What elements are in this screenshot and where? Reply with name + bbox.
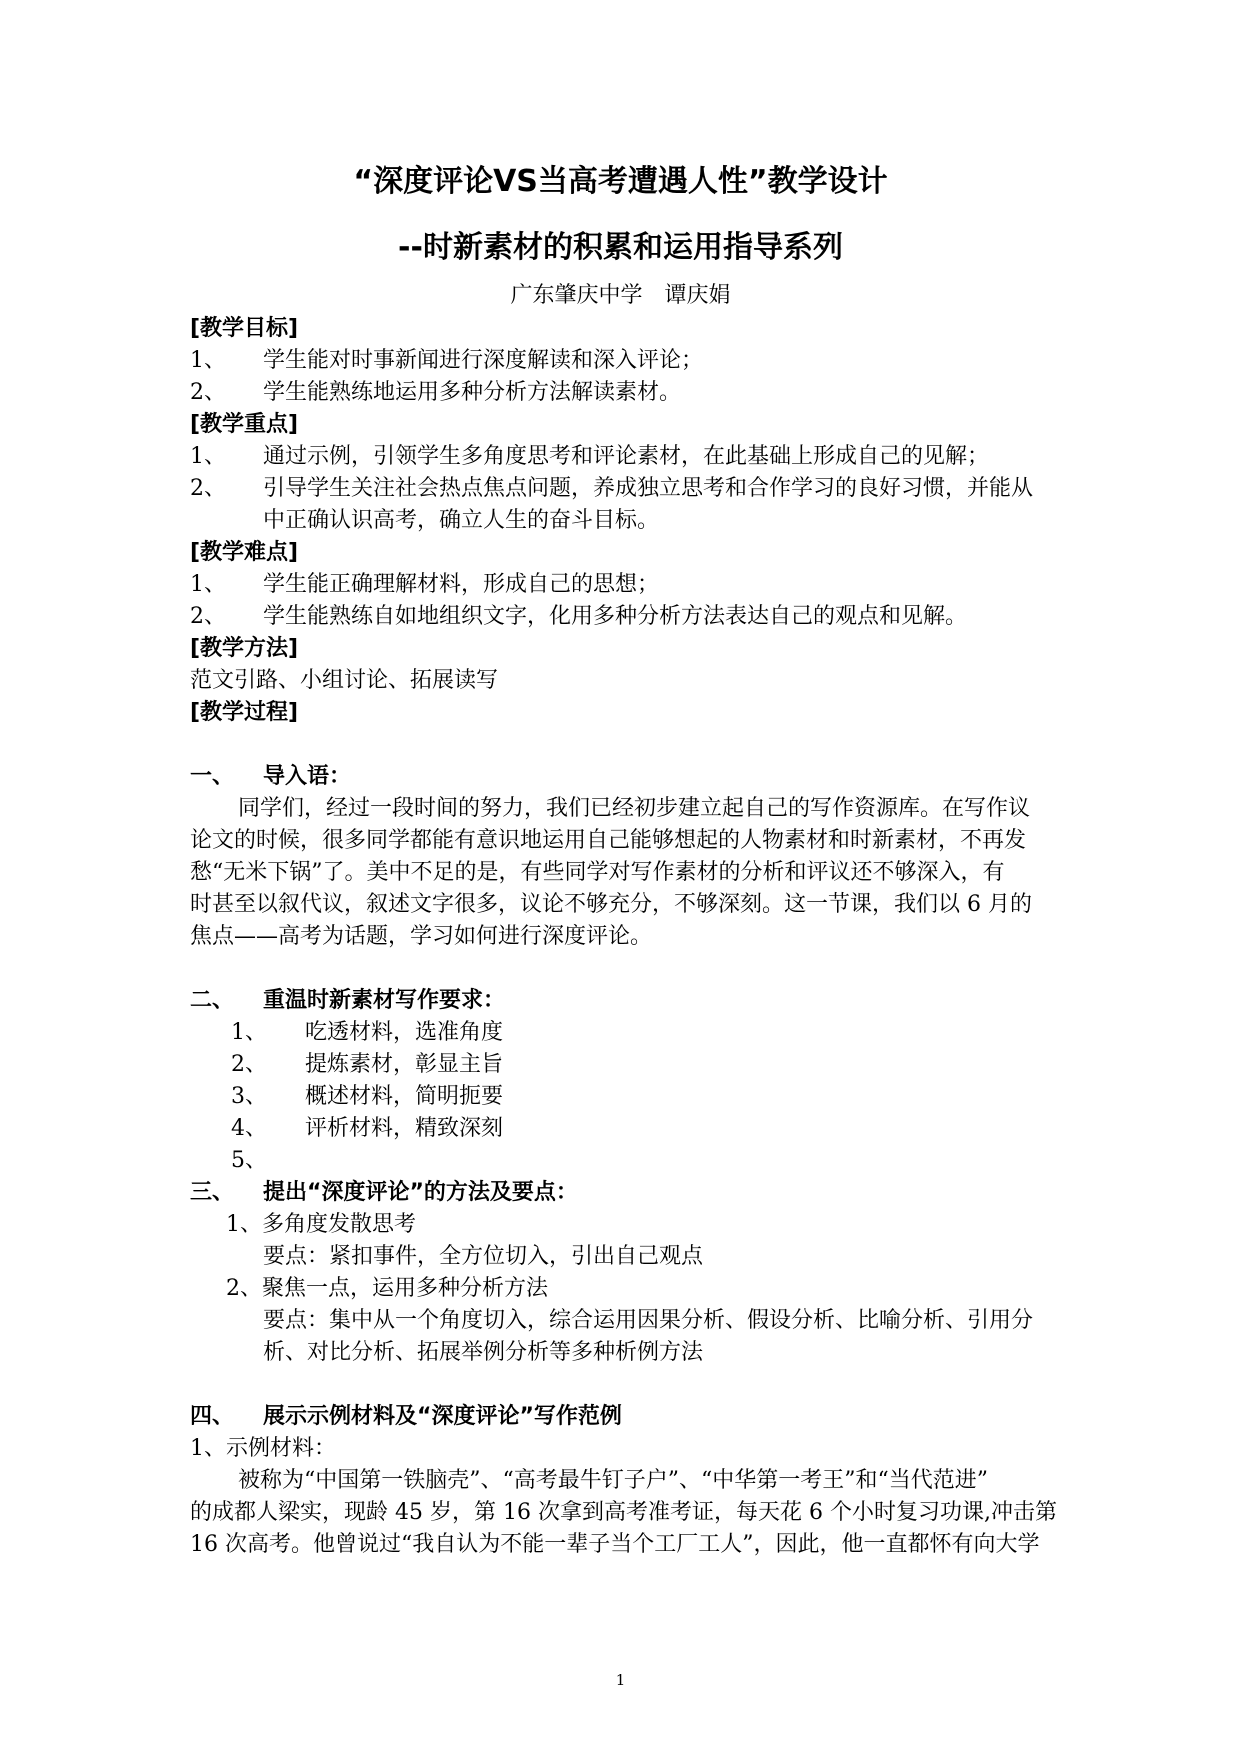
section1-num: 一、 bbox=[190, 764, 235, 789]
section4-num: 四、 bbox=[190, 1404, 235, 1429]
section1-para-line-2: 论文的时候，很多同学都能有意识地运用自己能够想起的人物素材和时新素材，不再发 bbox=[190, 828, 1027, 853]
difficulty-1: 学生能正确理解材料，形成自己的思想； bbox=[263, 572, 660, 597]
section1-para-line-3: 愁“无米下锅”了。美中不足的是，有些同学对写作素材的分析和评议还不够深入，有 bbox=[190, 860, 1005, 885]
key-point-1: 通过示例，引领学生多角度思考和评论素材，在此基础上形成自己的见解； bbox=[263, 444, 990, 469]
goal-item-2: 学生能熟练地运用多种分析方法解读素材。 bbox=[263, 380, 682, 405]
section3-item-2-point-line-1: 要点：集中从一个角度切入，综合运用因果分析、假设分析、比喻分析、引用分 bbox=[263, 1308, 1034, 1333]
section2-item-4-num: 4、 bbox=[231, 1116, 267, 1141]
section1-para-line-1: 同学们，经过一段时间的努力，我们已经初步建立起自己的写作资源库。在写作议 bbox=[238, 796, 1031, 821]
section2-item-4: 评析材料，精致深刻 bbox=[305, 1116, 504, 1141]
methods-text: 范文引路、小组讨论、拓展读写 bbox=[190, 668, 499, 693]
section2-heading: 重温时新素材写作要求： bbox=[263, 988, 506, 1013]
section2-item-3: 概述材料，简明扼要 bbox=[305, 1084, 504, 1109]
section1-para-line-4: 时甚至以叙代议，叙述文字很多，议论不够充分，不够深刻。这一节课，我们以 6 月的 bbox=[190, 892, 1032, 917]
section3-item-1: 1、多角度发散思考 bbox=[226, 1212, 416, 1237]
difficulty-2: 学生能熟练自如地组织文字，化用多种分析方法表达自己的观点和见解。 bbox=[263, 604, 968, 629]
goals-heading: [教学目标] bbox=[190, 316, 299, 341]
page-number: 1 bbox=[615, 1671, 626, 1689]
author-line: 广东肇庆中学 谭庆娟 bbox=[510, 283, 731, 308]
section4-para-line-3: 16 次高考。他曾说过“我自认为不能一辈子当个工厂工人”，因此，他一直都怀有向大学 bbox=[190, 1532, 1040, 1557]
difficulty-2-num: 2、 bbox=[190, 604, 226, 629]
key-points-heading: [教学重点] bbox=[190, 412, 299, 437]
section4-heading: 展示示例材料及“深度评论”写作范例 bbox=[263, 1404, 622, 1429]
section1-para-line-5: 焦点——高考为话题，学习如何进行深度评论。 bbox=[190, 924, 653, 949]
key-point-2-num: 2、 bbox=[190, 476, 226, 501]
difficulties-heading: [教学难点] bbox=[190, 540, 299, 565]
section2-item-2-num: 2、 bbox=[231, 1052, 267, 1077]
section2-item-1-num: 1、 bbox=[231, 1020, 267, 1045]
section2-num: 二、 bbox=[190, 988, 235, 1013]
document-title: “深度评论VS当高考遭遇人性”教学设计 bbox=[353, 164, 888, 199]
document-subtitle: --时新素材的积累和运用指导系列 bbox=[398, 230, 843, 265]
section3-heading: 提出“深度评论”的方法及要点： bbox=[263, 1180, 578, 1205]
key-point-2: 引导学生关注社会热点焦点问题，养成独立思考和合作学习的良好习惯，并能从 bbox=[263, 476, 1034, 501]
section2-item-1: 吃透材料，选准角度 bbox=[305, 1020, 504, 1045]
process-heading: [教学过程] bbox=[190, 700, 299, 725]
section2-item-5-num: 5、 bbox=[231, 1148, 267, 1173]
section2-item-3-num: 3、 bbox=[231, 1084, 267, 1109]
goal-item-2-num: 2、 bbox=[190, 380, 226, 405]
methods-heading: [教学方法] bbox=[190, 636, 299, 661]
section4-para-line-1: 被称为“中国第一铁脑壳”、“高考最牛钉子户”、“中华第一考王”和“当代范进” bbox=[238, 1468, 988, 1493]
goal-item-1-num: 1、 bbox=[190, 348, 226, 373]
section3-item-1-point: 要点：紧扣事件，全方位切入，引出自己观点 bbox=[263, 1244, 704, 1269]
section3-item-2: 2、聚焦一点，运用多种分析方法 bbox=[226, 1276, 548, 1301]
section2-item-2: 提炼素材，彰显主旨 bbox=[305, 1052, 504, 1077]
key-point-2-cont: 中正确认识高考，确立人生的奋斗目标。 bbox=[263, 508, 660, 533]
key-point-1-num: 1、 bbox=[190, 444, 226, 469]
difficulty-1-num: 1、 bbox=[190, 572, 226, 597]
section1-heading: 导入语： bbox=[263, 764, 352, 789]
section3-item-2-point-line-2: 析、对比分析、拓展举例分析等多种析例方法 bbox=[263, 1340, 704, 1365]
section3-num: 三、 bbox=[190, 1180, 235, 1205]
goal-item-1: 学生能对时事新闻进行深度解读和深入评论； bbox=[263, 348, 704, 373]
section4-sub: 1、示例材料： bbox=[190, 1436, 336, 1461]
section4-para-line-2: 的成都人梁实，现龄 45 岁，第 16 次拿到高考准考证，每天花 6 个小时复习功课,冲击第 bbox=[190, 1500, 1057, 1525]
